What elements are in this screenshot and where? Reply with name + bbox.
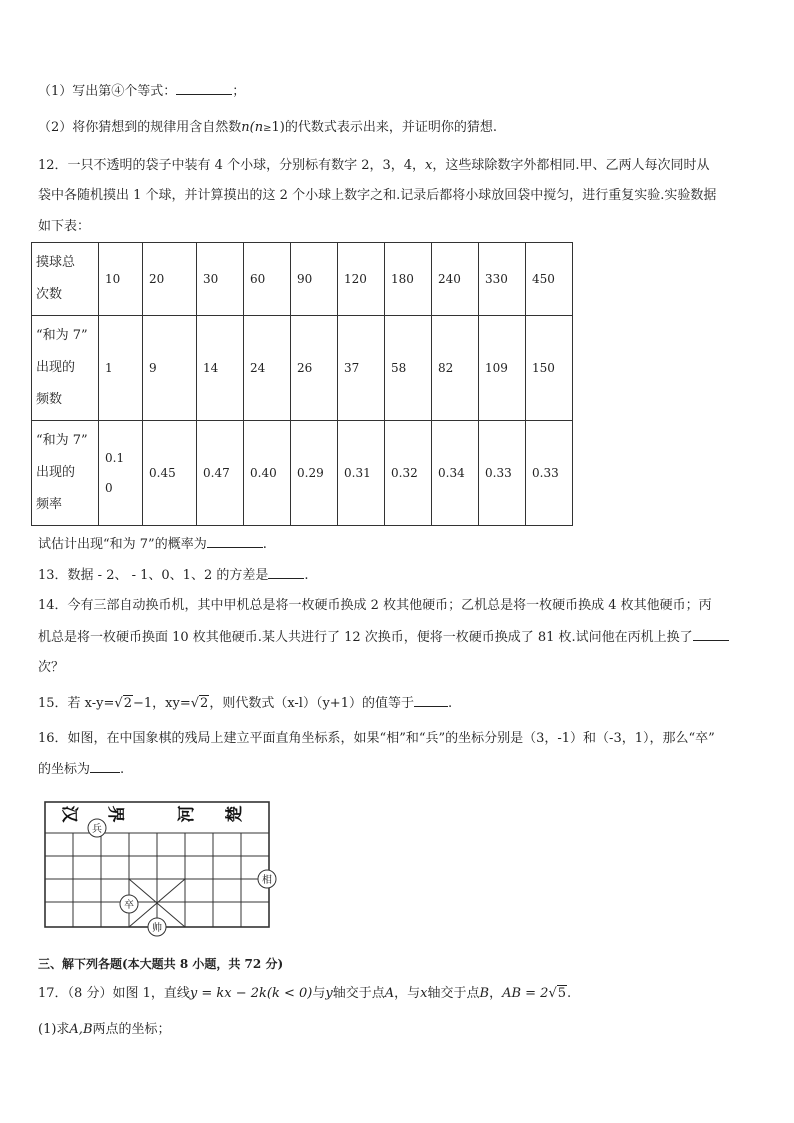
piece-bing[interactable] <box>88 819 106 837</box>
q17-part1: (1)求A,B两点的坐标； <box>38 1022 171 1037</box>
q11-part2: （2）将你猜想到的规律用含自然数n(n≥1)的代数式表示出来，并证明你的猜想. <box>38 120 497 135</box>
table-cell: 150 <box>526 316 573 421</box>
table-cell: 450 <box>526 243 573 316</box>
row-head: 摸球总 次数 <box>32 243 99 316</box>
q12-line1: 12．一只不透明的袋子中装有 4 个小球，分别标有数字 2，3，4，x，这些球除数字外都相同.甲、乙两人每次同时从 <box>38 158 710 173</box>
svg-text:帅: 帅 <box>152 923 162 934</box>
answer-blank[interactable] <box>414 694 448 707</box>
table-cell: 0.33 <box>479 421 526 526</box>
row-head: “和为 7” 出现的 频数 <box>32 316 99 421</box>
piece-zu[interactable] <box>120 895 138 913</box>
table-cell: 30 <box>197 243 244 316</box>
table-cell: 60 <box>244 243 291 316</box>
q13: 13．数据 - 2、 - 1、0、1、2 的方差是 . <box>38 568 309 583</box>
table-cell: 82 <box>432 316 479 421</box>
table-cell: 90 <box>291 243 338 316</box>
answer-blank[interactable] <box>90 760 120 773</box>
table-row-total <box>32 243 573 316</box>
table-row-count <box>32 316 573 421</box>
table-cell: 0.29 <box>291 421 338 526</box>
svg-text:卒: 卒 <box>124 900 134 911</box>
table-cell: 0.32 <box>385 421 432 526</box>
answer-blank[interactable] <box>693 628 729 641</box>
piece-shuai[interactable] <box>148 918 166 936</box>
table-cell: 240 <box>432 243 479 316</box>
q16-line2: 的坐标为 . <box>38 762 125 777</box>
table-cell: 0.45 <box>143 421 197 526</box>
svg-text:相: 相 <box>262 875 272 886</box>
table-cell: 180 <box>385 243 432 316</box>
table-row-rate <box>32 421 573 526</box>
q11-part1: （1）写出第④个等式： ； <box>38 84 246 99</box>
table-cell: 120 <box>338 243 385 316</box>
table-cell: 0.33 <box>526 421 573 526</box>
q12-line3: 如下表： <box>38 219 91 234</box>
table-cell: 14 <box>197 316 244 421</box>
table-cell: 37 <box>338 316 385 421</box>
answer-blank[interactable] <box>207 535 263 548</box>
table-cell: 24 <box>244 316 291 421</box>
chess-board-figure <box>40 800 280 940</box>
piece-xiang[interactable] <box>258 870 276 888</box>
river-jie: 界 <box>105 805 125 823</box>
river-chu: 楚 <box>225 805 245 823</box>
svg-text:兵: 兵 <box>92 824 102 835</box>
table-cell: 330 <box>479 243 526 316</box>
table-cell: 10 <box>99 243 143 316</box>
table-cell: 0.40 <box>244 421 291 526</box>
river-he: 河 <box>177 805 197 823</box>
table-cell: 0.47 <box>197 421 244 526</box>
table-cell: 0.1 0 <box>99 421 143 526</box>
table-cell: 20 <box>143 243 197 316</box>
table-cell: 0.31 <box>338 421 385 526</box>
q12-line2: 袋中各随机摸出 1 个球，并计算摸出的这 2 个小球上数字之和.记录后都将小球放回袋中搅匀，进行重复实验.实验数据 <box>38 188 717 203</box>
q14-line3: 次？ <box>38 660 65 675</box>
q14-line2: 机总是将一枚硬币换面 10 枚其他硬币.某人共进行了 12 次换币，便将一枚硬币换成了 81 枚.试问他在丙机上换了 <box>38 628 729 647</box>
table-cell: 58 <box>385 316 432 421</box>
row-head: “和为 7” 出现的 频率 <box>32 421 99 526</box>
table-cell: 109 <box>479 316 526 421</box>
table-cell: 26 <box>291 316 338 421</box>
answer-blank[interactable] <box>176 82 232 95</box>
q12-after: 试估计出现“和为 7”的概率为 . <box>38 537 267 552</box>
q17: 17．（8 分）如图 1，直线y = kx − 2k(k < 0)与y轴交于点A，与x轴交于点B，AB = 2√5. <box>38 986 572 1001</box>
answer-blank[interactable] <box>268 566 304 579</box>
table-cell: 0.34 <box>432 421 479 526</box>
table-cell: 9 <box>143 316 197 421</box>
section-3-heading: 三、解下列各题(本大题共 8 小题，共 72 分) <box>38 957 284 971</box>
q15: 15．若 x-y=√2−1，xy=√2，则代数式（x-l）（y+1）的值等于 . <box>38 696 453 711</box>
table-cell: 1 <box>99 316 143 421</box>
q14-line1: 14．今有三部自动换币机，其中甲机总是将一枚硬币换成 2 枚其他硬币；乙机总是将一枚硬币换成 4 枚其他硬币；丙 <box>38 598 712 613</box>
river-han: 汉 <box>59 805 79 823</box>
q16-line1: 16．如图，在中国象棋的残局上建立平面直角坐标系，如果“相”和“兵”的坐标分别是（3，-1）和（-3，1），那么“卒” <box>38 731 715 746</box>
frequency-table <box>31 242 573 526</box>
